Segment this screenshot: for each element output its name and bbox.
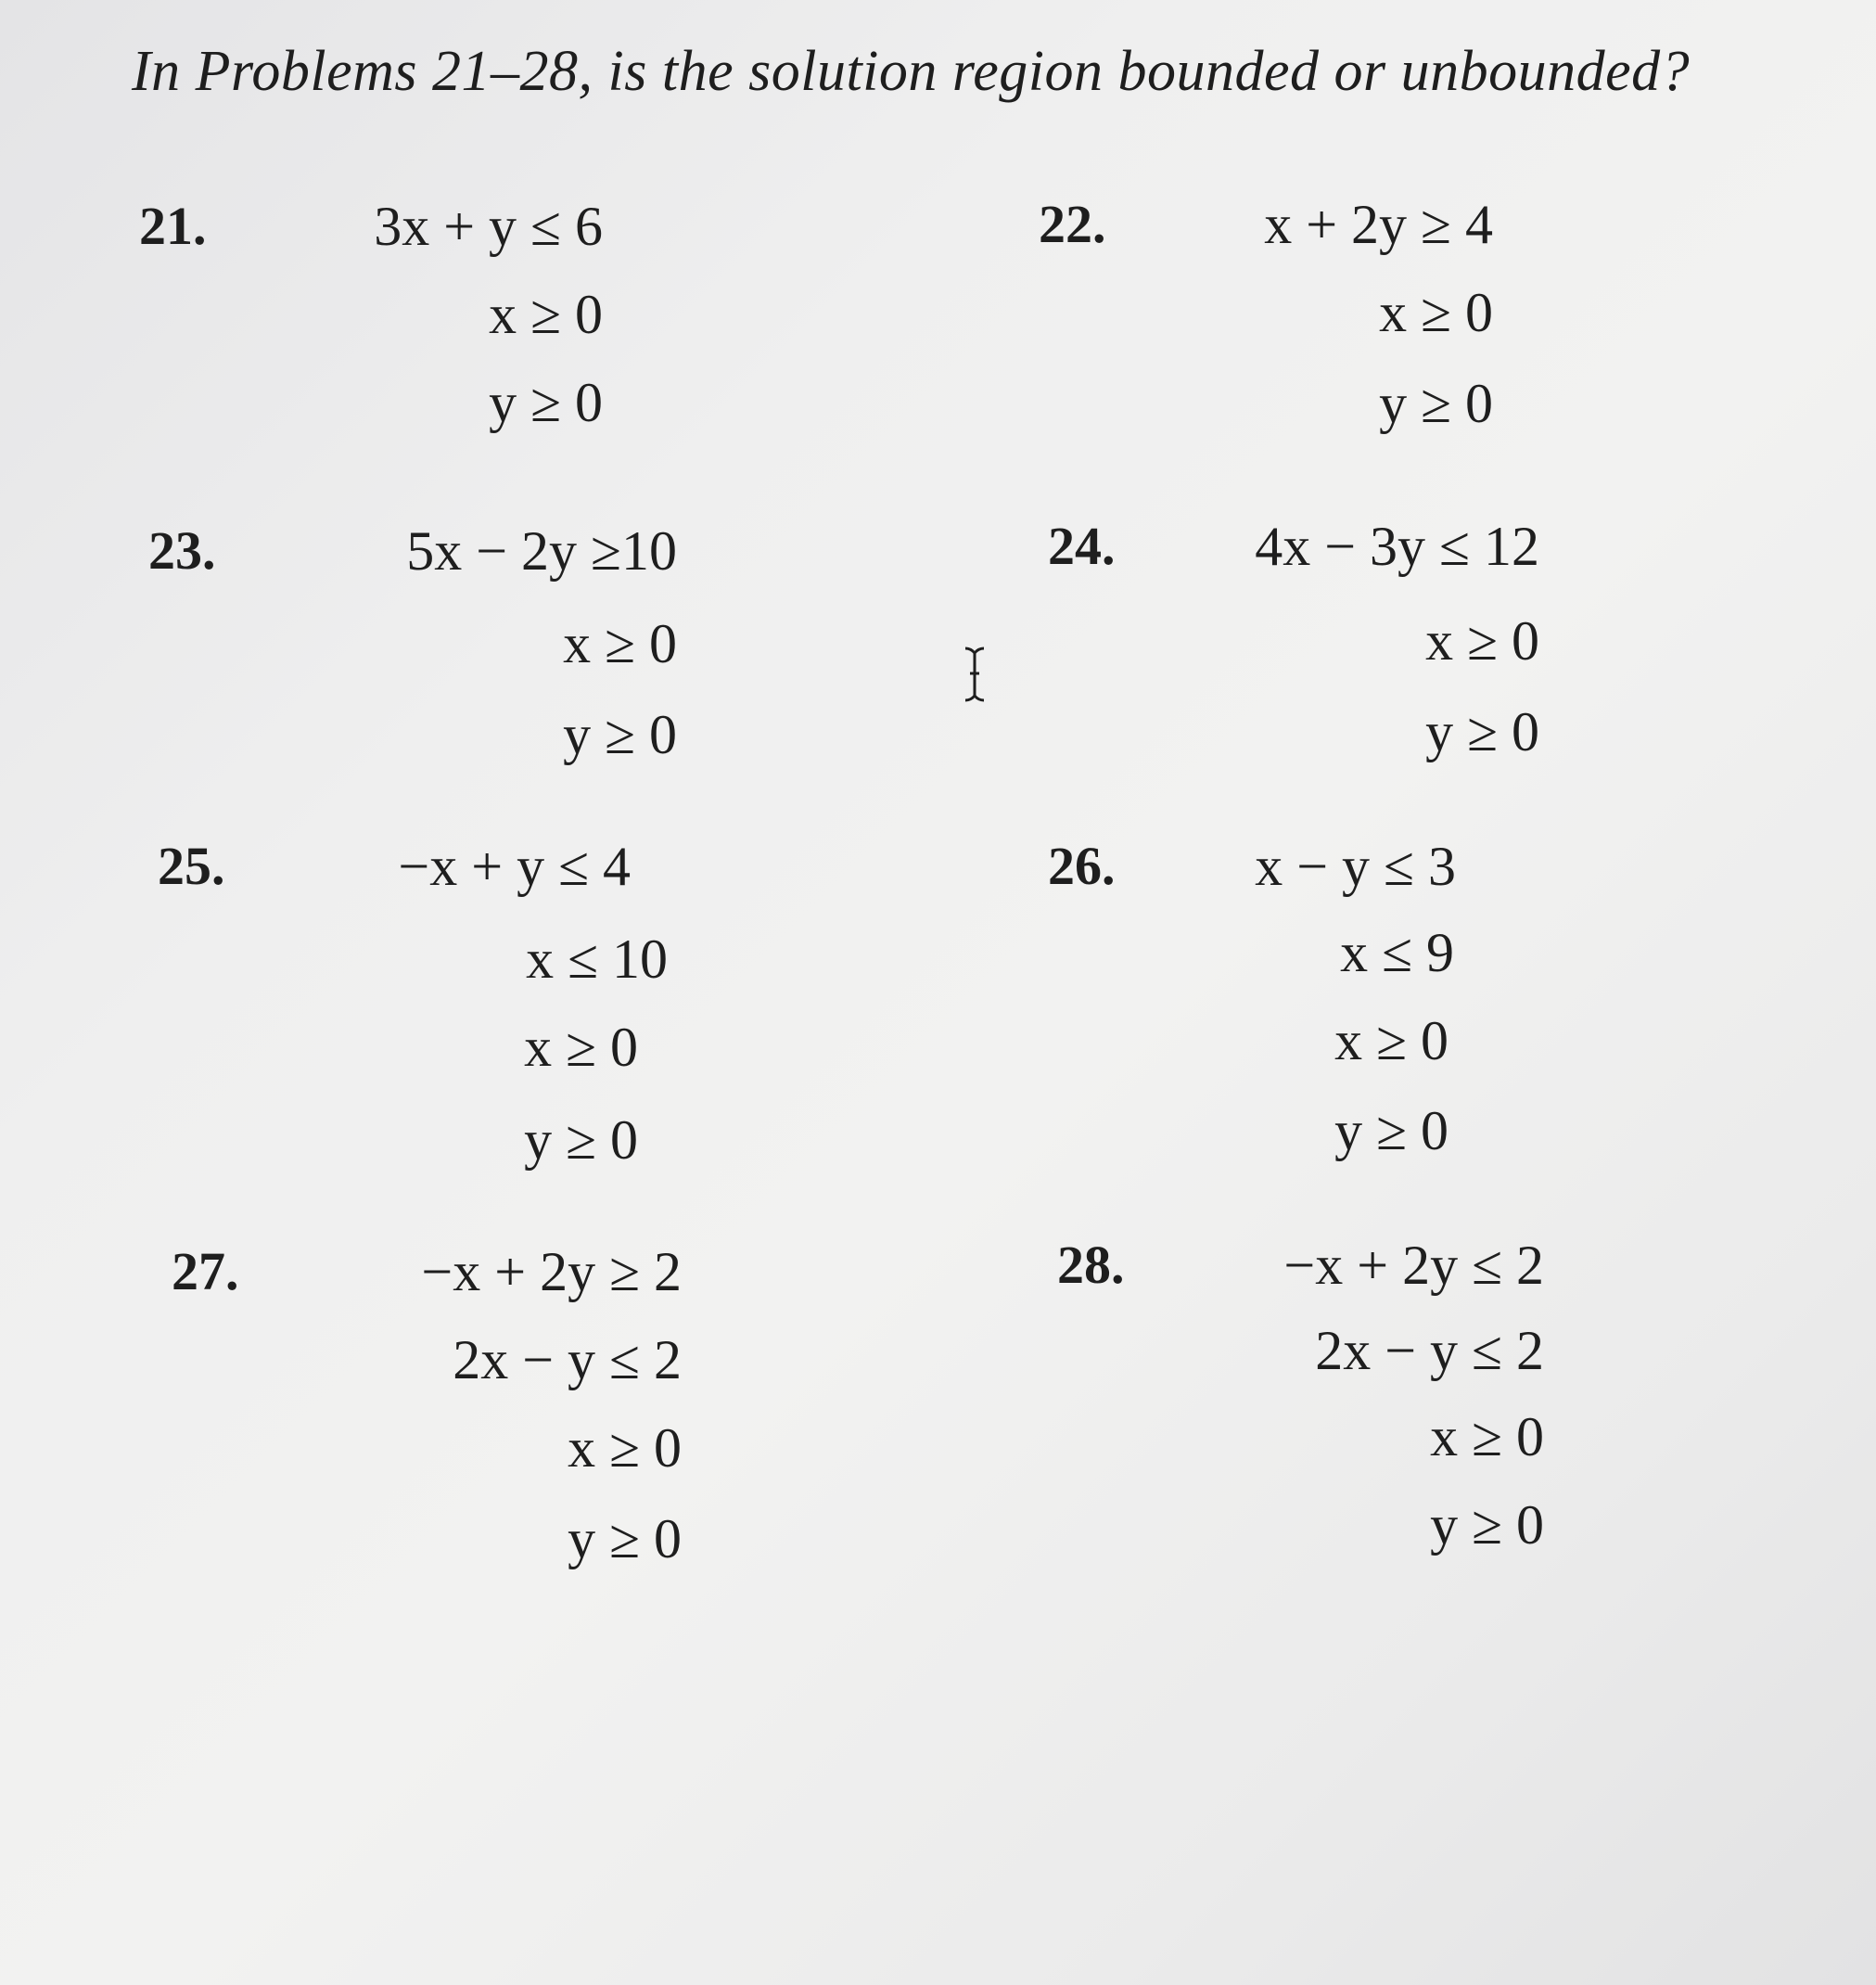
inequality-line: −x + 2y ≥ 2 [421,1241,682,1302]
problem-23 [148,519,677,798]
inequality-line: x ≥ 0 [524,1017,638,1078]
problem-number: 25. [158,836,225,896]
inequality-line: x ≥ 0 [489,284,603,345]
inequality-line: 4x − 3y ≤ 12 [1255,516,1539,577]
problem-22 [1039,193,1493,471]
inequality-line: x ≥ 0 [1425,610,1539,672]
problem-24 [1048,515,1539,793]
inequality-line: x + 2y ≥ 4 [1264,194,1493,255]
inequality-line: x ≤ 10 [526,928,668,990]
inequality-line: 2x − y ≤ 2 [1315,1320,1544,1381]
inequality-line: x ≥ 0 [1379,282,1493,343]
problem-28 [1057,1234,1544,1605]
problem-number: 23. [148,520,216,581]
inequality-line: y ≥ 0 [563,704,677,765]
inequality-line: y ≥ 0 [1334,1100,1448,1161]
inequality-line: x ≥ 0 [1334,1010,1448,1071]
inequality-line: y ≥ 0 [1425,701,1539,762]
inequality-line: y ≥ 0 [489,372,603,433]
inequality-line: y ≥ 0 [568,1508,682,1569]
inequality-line: x ≥ 0 [1430,1406,1544,1467]
problem-26 [1048,835,1456,1206]
inequality-line: 5x − 2y ≥10 [406,520,677,582]
inequality-line: y ≥ 0 [1379,373,1493,434]
inequality-line: −x + y ≤ 4 [398,836,631,897]
problem-21 [139,195,603,473]
problem-number: 28. [1057,1235,1125,1295]
inequality-line: x ≥ 0 [563,613,677,674]
inequality-line: 2x − y ≤ 2 [453,1329,682,1390]
problem-27 [172,1240,682,1611]
page-title: In Problems 21–28, is the solution region bounded or unbounded? [132,40,1691,103]
inequality-line: x − y ≤ 3 [1255,836,1456,897]
problem-number: 22. [1039,194,1106,254]
inequality-line: x ≥ 0 [568,1417,682,1479]
problem-number: 26. [1048,836,1116,896]
inequality-line: −x + 2y ≤ 2 [1283,1235,1544,1296]
inequality-line: 3x + y ≤ 6 [374,196,603,257]
inequality-line: y ≥ 0 [524,1109,638,1171]
problem-number: 24. [1048,516,1116,576]
inequality-line: x ≤ 9 [1340,922,1454,983]
text-cursor-icon [963,646,987,703]
inequality-line: y ≥ 0 [1430,1494,1544,1556]
problem-25 [158,835,668,1206]
problem-number: 21. [139,196,207,256]
problem-number: 27. [172,1241,239,1301]
